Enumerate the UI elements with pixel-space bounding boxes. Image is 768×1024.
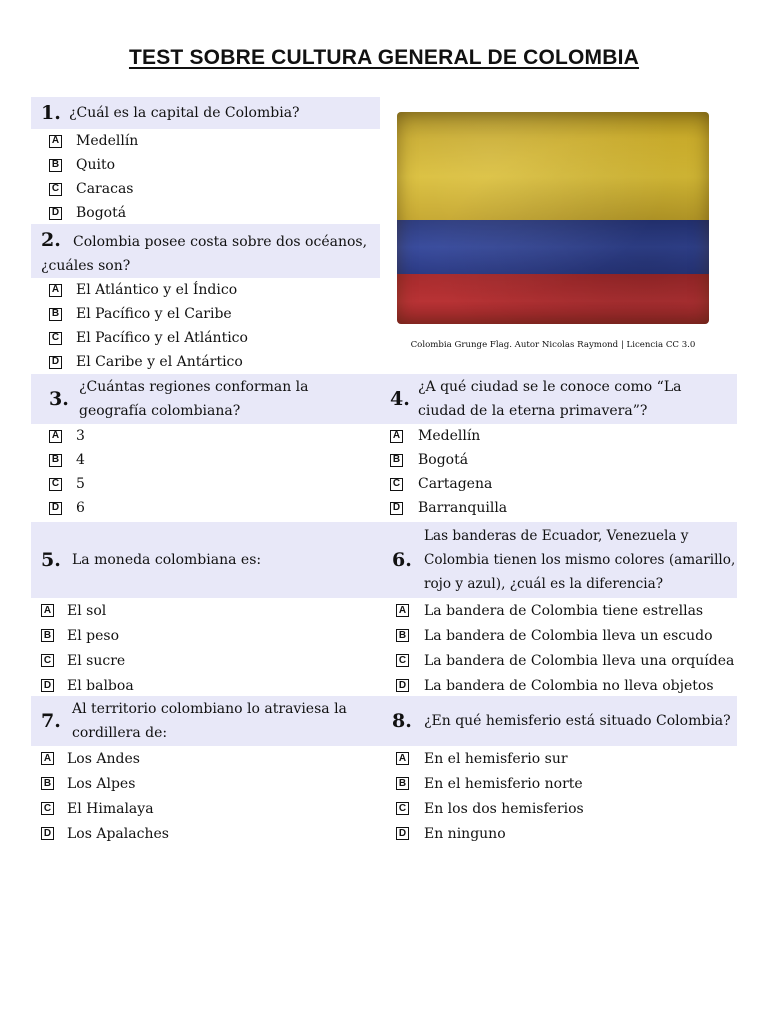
option-text: La bandera de Colombia no lleva objetos <box>424 677 714 694</box>
question-number: 1. <box>41 102 61 124</box>
option-d[interactable] <box>49 201 380 225</box>
checkbox-c[interactable]: C <box>41 802 54 815</box>
option-c[interactable] <box>49 326 380 350</box>
question-number: 8. <box>392 710 412 732</box>
option-b[interactable] <box>41 771 380 796</box>
option-text: 4 <box>76 452 85 468</box>
checkbox-c[interactable]: C <box>49 332 62 345</box>
checkbox-a[interactable]: A <box>41 604 54 617</box>
question-header <box>31 374 380 424</box>
option-d[interactable] <box>41 821 380 846</box>
option-b[interactable] <box>396 771 737 796</box>
option-a[interactable] <box>396 598 737 623</box>
option-text: Los Apalaches <box>67 825 169 842</box>
page-title: TEST SOBRE CULTURA GENERAL DE COLOMBIA <box>128 46 640 69</box>
question-text-body: Colombia posee costa sobre dos océanos, ¿cuáles son? <box>41 234 368 274</box>
option-b[interactable] <box>41 623 380 648</box>
option-a[interactable] <box>390 424 737 448</box>
option-c[interactable] <box>390 472 737 496</box>
option-text: Medellín <box>418 428 481 444</box>
question-header <box>31 522 380 598</box>
option-text: La bandera de Colombia lleva una orquídea <box>424 652 735 669</box>
option-b[interactable] <box>49 448 380 472</box>
option-text: Cartagena <box>418 476 493 492</box>
option-text: El sol <box>67 602 107 619</box>
option-text: Los Alpes <box>67 775 136 792</box>
question-number: 5. <box>41 549 61 571</box>
option-text: La bandera de Colombia lleva un escudo <box>424 627 713 644</box>
checkbox-c[interactable]: C <box>390 478 403 491</box>
question-text: ¿Cuál es la capital de Colombia? <box>69 105 300 121</box>
checkbox-a[interactable]: A <box>41 752 54 765</box>
option-text: En ninguno <box>424 825 506 842</box>
question-4 <box>380 374 737 520</box>
checkbox-d[interactable]: D <box>41 679 54 692</box>
option-text: Medellín <box>76 133 139 149</box>
option-text: El Pacífico y el Caribe <box>76 306 232 322</box>
option-text: El peso <box>67 627 120 644</box>
question-2 <box>31 224 380 374</box>
option-c[interactable] <box>396 796 737 821</box>
checkbox-d[interactable]: D <box>396 827 409 840</box>
option-d[interactable] <box>49 350 380 374</box>
checkbox-b[interactable]: B <box>390 454 403 467</box>
checkbox-b[interactable]: B <box>41 629 54 642</box>
option-d[interactable] <box>41 673 380 698</box>
checkbox-a[interactable]: A <box>396 752 409 765</box>
option-c[interactable] <box>396 648 737 673</box>
checkbox-a[interactable]: A <box>390 430 403 443</box>
checkbox-c[interactable]: C <box>49 478 62 491</box>
option-c[interactable] <box>41 648 380 673</box>
option-c[interactable] <box>49 472 380 496</box>
option-text: En el hemisferio norte <box>424 775 583 792</box>
checkbox-d[interactable]: D <box>49 207 62 220</box>
option-text: 3 <box>76 428 85 444</box>
option-text: El Atlántico y el Índico <box>76 282 238 298</box>
option-text: Caracas <box>76 181 134 197</box>
option-d[interactable] <box>396 821 737 846</box>
option-text: Bogotá <box>418 452 469 468</box>
option-d[interactable] <box>396 673 737 698</box>
question-6 <box>380 522 737 698</box>
question-number: 6. <box>392 549 412 571</box>
question-text: Las banderas de Ecuador, Venezuela y Colombia tienen los mismo colores (amarillo, rojo y azul), ¿cuál es la diferencia? <box>424 528 736 592</box>
question-header <box>31 97 380 129</box>
checkbox-d[interactable]: D <box>390 502 403 515</box>
option-a[interactable] <box>41 746 380 771</box>
option-a[interactable] <box>49 129 380 153</box>
question-text: Al territorio colombiano lo atraviesa la cordillera de: <box>72 701 347 741</box>
checkbox-c[interactable]: C <box>41 654 54 667</box>
question-8 <box>380 696 737 846</box>
question-text: ¿En qué hemisferio está situado Colombia? <box>424 713 731 729</box>
question-text: ¿Cuántas regiones conforman la geografía colombiana? <box>79 379 309 419</box>
question-number: 4. <box>390 388 410 410</box>
checkbox-a[interactable]: A <box>396 604 409 617</box>
option-text: En el hemisferio sur <box>424 750 568 767</box>
option-a[interactable] <box>49 278 380 302</box>
option-text: Bogotá <box>76 205 127 221</box>
question-5 <box>31 522 380 698</box>
option-text: El Pacífico y el Atlántico <box>76 330 248 346</box>
option-b[interactable] <box>49 153 380 177</box>
checkbox-d[interactable]: D <box>41 827 54 840</box>
checkbox-b[interactable]: B <box>41 777 54 790</box>
option-a[interactable] <box>396 746 737 771</box>
checkbox-b[interactable]: B <box>396 629 409 642</box>
option-c[interactable] <box>49 177 380 201</box>
checkbox-c[interactable]: C <box>49 183 62 196</box>
checkbox-a[interactable]: A <box>49 430 62 443</box>
question-number: 2. <box>41 229 61 251</box>
checkbox-c[interactable]: C <box>396 802 409 815</box>
flag-figure <box>397 112 709 350</box>
checkbox-b[interactable]: B <box>49 308 62 321</box>
option-text: 5 <box>76 476 85 492</box>
option-d[interactable] <box>49 496 380 520</box>
question-1 <box>31 97 380 225</box>
question-text: ¿A qué ciudad se le conoce como “La ciudad de la eterna primavera”? <box>418 379 682 419</box>
option-d[interactable] <box>390 496 737 520</box>
checkbox-d[interactable]: D <box>49 356 62 369</box>
option-a[interactable] <box>49 424 380 448</box>
option-text: La bandera de Colombia tiene estrellas <box>424 602 704 619</box>
option-a[interactable] <box>41 598 380 623</box>
colombia-flag-image <box>397 112 709 324</box>
option-text: El Caribe y el Antártico <box>76 354 243 370</box>
checkbox-b[interactable]: B <box>49 159 62 172</box>
option-text: Barranquilla <box>418 500 508 516</box>
question-text: La moneda colombiana es: <box>72 552 262 568</box>
option-text: El sucre <box>67 652 126 669</box>
checkbox-b[interactable]: B <box>49 454 62 467</box>
question-header <box>380 696 737 746</box>
checkbox-d[interactable]: D <box>49 502 62 515</box>
question-number: 7. <box>41 710 61 732</box>
question-header <box>380 374 737 424</box>
checkbox-d[interactable]: D <box>396 679 409 692</box>
question-3 <box>31 374 380 520</box>
option-text: El Himalaya <box>67 800 154 817</box>
question-header <box>31 224 380 278</box>
option-text: Los Andes <box>67 750 140 767</box>
flag-caption: Colombia Grunge Flag. Autor Nicolas Raymond | Licencia CC 3.0 <box>410 340 696 350</box>
question-7 <box>31 696 380 846</box>
option-b[interactable] <box>390 448 737 472</box>
option-text: 6 <box>76 500 85 516</box>
question-number: 3. <box>49 388 69 410</box>
checkbox-c[interactable]: C <box>396 654 409 667</box>
option-b[interactable] <box>396 623 737 648</box>
question-header <box>31 696 380 746</box>
checkbox-a[interactable]: A <box>49 135 62 148</box>
checkbox-a[interactable]: A <box>49 284 62 297</box>
option-text: En los dos hemisferios <box>424 800 584 817</box>
question-text <box>41 228 371 278</box>
question-header <box>380 522 737 598</box>
option-b[interactable] <box>49 302 380 326</box>
option-c[interactable] <box>41 796 380 821</box>
option-text: El balboa <box>67 677 134 694</box>
checkbox-b[interactable]: B <box>396 777 409 790</box>
option-text: Quito <box>76 157 116 173</box>
